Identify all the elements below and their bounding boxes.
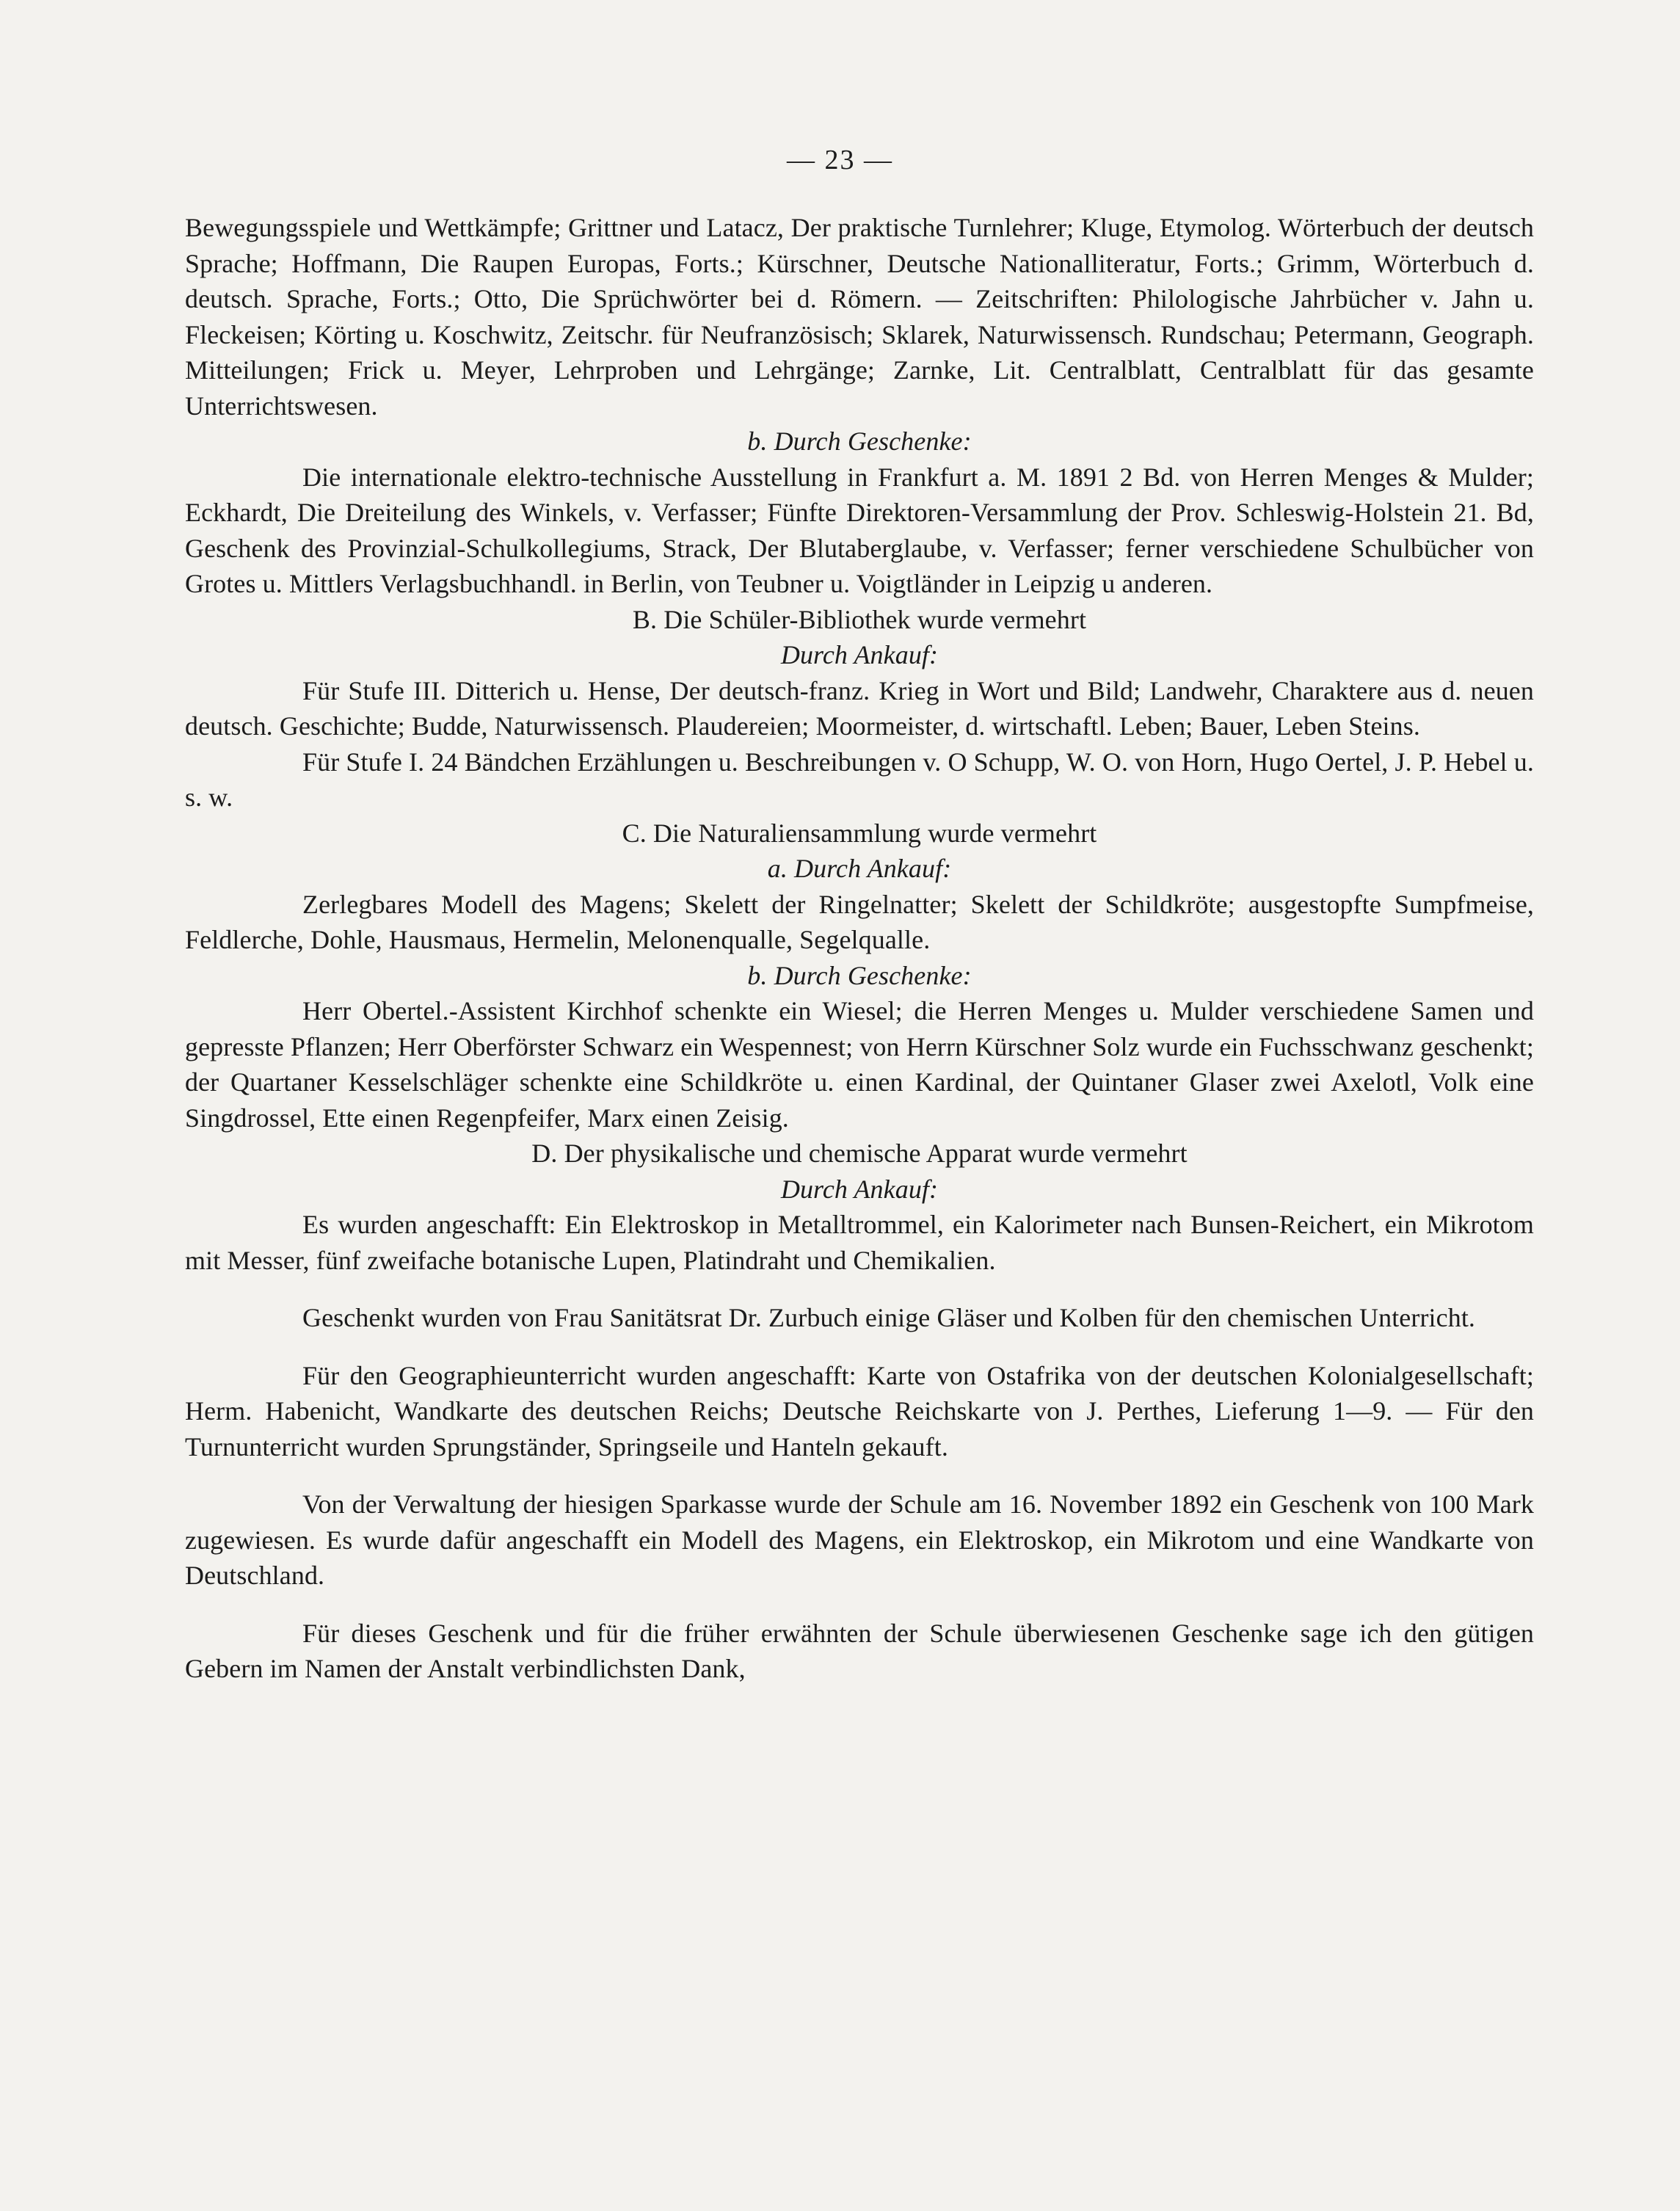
section-c-heading: C. Die Naturaliensammlung wurde vermehrt <box>622 818 1097 848</box>
gifts-paragraph: Die internationale elektro-technische Ausstellung in Frankfurt a. M. 1891 2 Bd. von Herren Menges & Mulder; Eckhardt, Die Dreiteilung des Winkels, v. Verfasser; Fünfte Direktoren-Versammlung der Prov. Schleswig-Holstein 21. Bd, Geschenk des Provinzial-Schulkollegiums, Strack, Der Blutaberglaube, v. Verfasser; ferner verschiedene Schulbücher von Grotes u. Mittlers Verlagsbuchhandl. in Berlin, von Teubner u. Voigtländer in Leipzig u anderen. <box>185 462 1534 598</box>
section-c-subheading-a: a. Durch Ankauf: <box>767 854 952 883</box>
section-d-paragraph-2: Geschenkt wurden von Frau Sanitätsrat Dr. Zurbuch einige Gläser und Kolben für den chemischen Unterricht. <box>302 1303 1476 1332</box>
body-text <box>185 210 1534 1687</box>
section-d-paragraph-5: Für dieses Geschenk und für die früher erwähnten der Schule überwiesenen Geschenke sage ich den gütigen Gebern im Namen der Anstalt verbindlichsten Dank, <box>185 1618 1534 1683</box>
section-b-subheading: Durch Ankauf: <box>780 640 939 669</box>
section-d-heading: D. Der physikalische und chemische Apparat wurde vermehrt <box>531 1139 1188 1168</box>
gifts-heading: b. Durch Geschenke: <box>747 426 972 456</box>
section-c-paragraph-2: Herr Obertel.-Assistent Kirchhof schenkte ein Wiesel; die Herren Menges u. Mulder verschiedene Samen und gepresste Pflanzen; Herr Oberförster Schwarz ein Wespennest; von Herrn Kürschner Solz wurde ein Fuchsschwanz geschenkt; der Quartaner Kesselschläger schenkte eine Schildkröte u. einen Kardinal, der Quintaner Glaser zwei Axelotl, Volk eine Singdrossel, Ette einen Regenpfeifer, Marx einen Zeisig. <box>185 996 1534 1133</box>
page-number: — 23 — <box>787 145 893 175</box>
section-d-paragraph-1: Es wurden angeschafft: Ein Elektroskop in Metalltrommel, ein Kalorimeter nach Bunsen-Reichert, ein Mikrotom mit Messer, fünf zweifache botanische Lupen, Platindraht und Chemikalien. <box>185 1210 1534 1275</box>
intro-paragraph: Bewegungsspiele und Wettkämpfe; Grittner und Latacz, Der praktische Turnlehrer; Kluge, Etymolog. Wörterbuch der deutsch Sprache; Hoffmann, Die Raupen Europas, Forts.; Kürschner, Deutsche Nationalliteratur, Forts.; Grimm, Wörterbuch d. deutsch. Sprache, Forts.; Otto, Die Sprüchwörter bei d. Römern. — Zeitschriften: Philologische Jahrbücher v. Jahn u. Fleckeisen; Körting u. Koschwitz, Zeitschr. für Neufranzösisch; Sklarek, Naturwissensch. Rundschau; Petermann, Geograph. Mitteilungen; Frick u. Meyer, Lehrproben und Lehrgänge; Zarnke, Lit. Centralblatt, Centralblatt für das gesamte Unterrichtswesen. <box>185 213 1534 421</box>
section-d-paragraph-3: Für den Geographieunterricht wurden angeschafft: Karte von Ostafrika von der deutschen Kolonialgesellschaft; Herm. Habenicht, Wandkarte des deutschen Reichs; Deutsche Reichskarte von J. Perthes, Lieferung 1—9. — Für den Turnunterricht wurden Sprungständer, Springseile und Hanteln gekauft. <box>185 1360 1534 1462</box>
section-c-subheading-b: b. Durch Geschenke: <box>747 960 972 990</box>
section-b-heading: B. Die Schüler-Bibliothek wurde vermehrt <box>632 604 1087 634</box>
section-b-paragraph-1: Für Stufe III. Ditterich u. Hense, Der deutsch-franz. Krieg in Wort und Bild; Landwehr, Charaktere aus d. neuen deutsch. Geschichte; Budde, Naturwissensch. Plaudereien; Moormeister, d. wirtschaftl. Leben; Bauer, Leben Steins. <box>185 675 1534 741</box>
section-b-paragraph-2: Für Stufe I. 24 Bändchen Erzählungen u. Beschreibungen v. O Schupp, W. O. von Horn, Hugo Oertel, J. P. Hebel u. s. w. <box>185 747 1534 812</box>
section-d-subheading: Durch Ankauf: <box>780 1174 939 1204</box>
section-d-paragraph-4: Von der Verwaltung der hiesigen Sparkasse wurde der Schule am 16. November 1892 ein Geschenk von 100 Mark zugewiesen. Es wurde dafür angeschafft ein Modell des Magens, ein Elektroskop, ein Mikrotom und eine Wandkarte von Deutschland. <box>185 1489 1534 1590</box>
section-c-paragraph-1: Zerlegbares Modell des Magens; Skelett der Ringelnatter; Skelett der Schildkröte; ausgestopfte Sumpfmeise, Feldlerche, Dohle, Hausmaus, Hermelin, Melonenqualle, Segelqualle. <box>185 889 1534 954</box>
